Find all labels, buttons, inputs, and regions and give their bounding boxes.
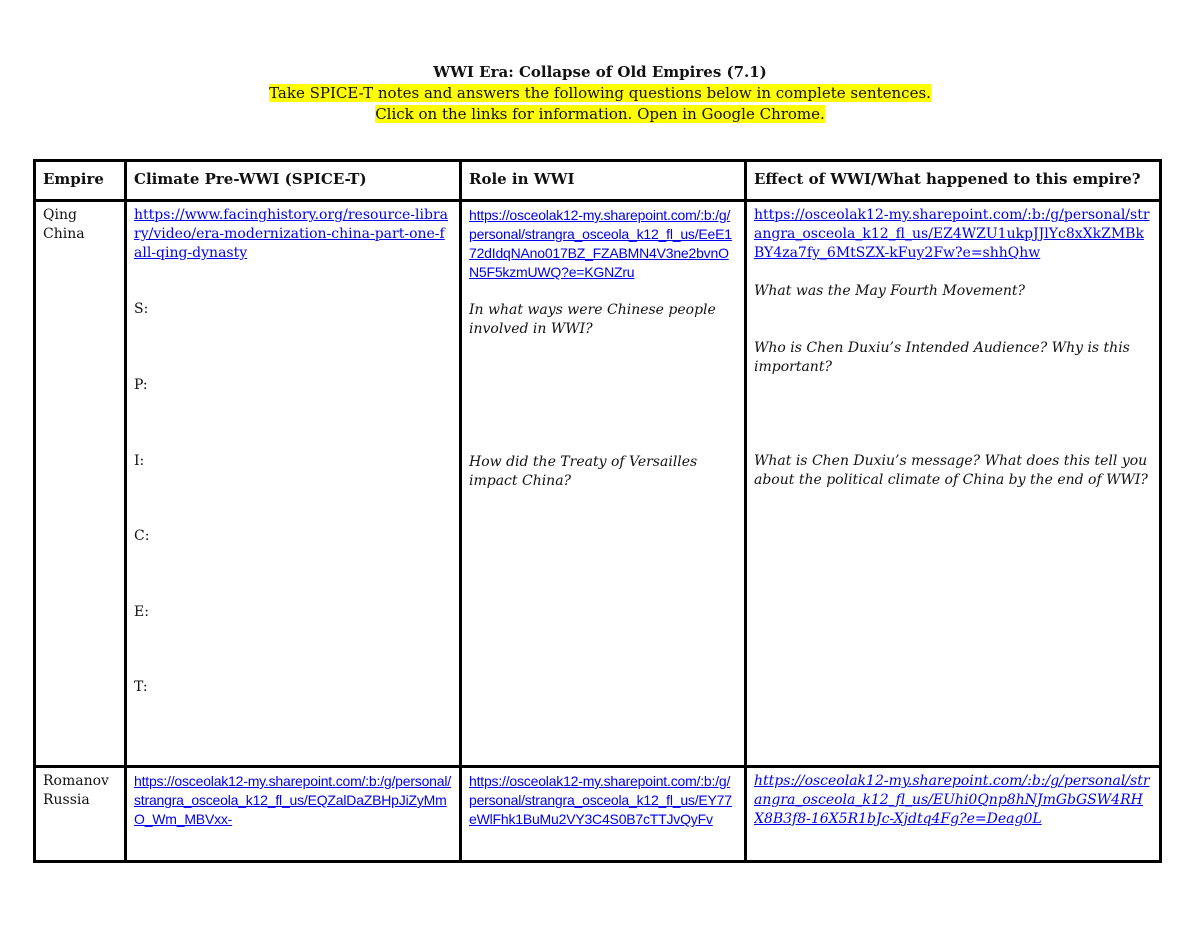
role-link[interactable]: https://osceolak12-my.sharepoint.com/:b:/g/personal/strangra_osceola_k12_fl_us/EY77eWlFhk1BuMu2VY3C4S0B7cTTJvQyFv [469,773,732,827]
table-row [35,767,1161,862]
effect-question-1: What was the May Fourth Movement? [754,283,1026,299]
empire-cell [35,767,126,862]
column-header-climate: Climate Pre-WWI (SPICE-T) [126,161,461,201]
climate-link[interactable]: https://www.facinghistory.org/resource-library/video/era-modernization-china-part-one-fall-qing-dynasty [134,207,448,261]
document-title: WWI Era: Collapse of Old Empires (7.1) [433,63,767,81]
column-header-empire: Empire [35,161,126,201]
effect-question-3: What is Chen Duxiu’s message? What does this tell you about the political climate of China by the end of WWI? [754,453,1148,488]
spice-political-label: P: [134,377,148,393]
instruction-line-1: Take SPICE-T notes and answers the following questions below in complete sentences. [269,84,931,102]
climate-cell [126,767,461,862]
effect-link[interactable]: https://osceolak12-my.sharepoint.com/:b:/g/personal/strangra_osceola_k12_fl_us/EZ4WZU1ukpJJlYc8xXkZMBkBY4za7fy_6MtSZX-kFuy2Fw?e=shhQhw [754,207,1150,261]
spice-economic-label: E: [134,604,149,620]
role-cell [461,767,746,862]
role-link[interactable]: https://osceolak12-my.sharepoint.com/:b:/g/personal/strangra_osceola_k12_fl_us/EeE172dIdqNAno017BZ_FZABMN4V3ne2bvnON5F5kzmUWQ?e=KGNZru [469,207,732,280]
notes-table [33,159,1162,863]
role-cell [461,201,746,767]
effect-question-2: Who is Chen Duxiu’s Intended Audience? Why is this important? [754,340,1130,375]
empire-name: Romanov Russia [43,773,109,808]
role-question-2: How did the Treaty of Versailles impact China? [469,454,698,489]
spice-intellectual-label: I: [134,453,145,469]
effect-link[interactable]: https://osceolak12-my.sharepoint.com/:b:/g/personal/strangra_osceola_k12_fl_us/EUhi0Qnp8hNJmGbGSW4RHX8B3f8-16X5R1bJc-Xjdtq4Fg?e=Deag0L [754,773,1150,827]
climate-cell [126,201,461,767]
role-question-1: In what ways were Chinese people involved in WWI? [469,302,716,337]
spice-technology-label: T: [134,679,148,695]
document-header [0,62,1200,125]
effect-cell [746,201,1161,767]
column-header-effect: Effect of WWI/What happened to this empire? [746,161,1161,201]
effect-cell [746,767,1161,862]
instruction-line-2: Click on the links for information. Open in Google Chrome. [375,105,825,123]
table-header-row [35,161,1161,201]
climate-link[interactable]: https://osceolak12-my.sharepoint.com/:b:/g/personal/strangra_osceola_k12_fl_us/EQZalDaZBHpJiZyMmO_Wm_MBVxx- [134,773,451,827]
empire-name: Qing China [43,207,85,242]
table-row [35,201,1161,767]
empire-cell [35,201,126,767]
spice-social-label: S: [134,301,149,317]
spice-cultural-label: C: [134,528,150,544]
column-header-role: Role in WWI [461,161,746,201]
